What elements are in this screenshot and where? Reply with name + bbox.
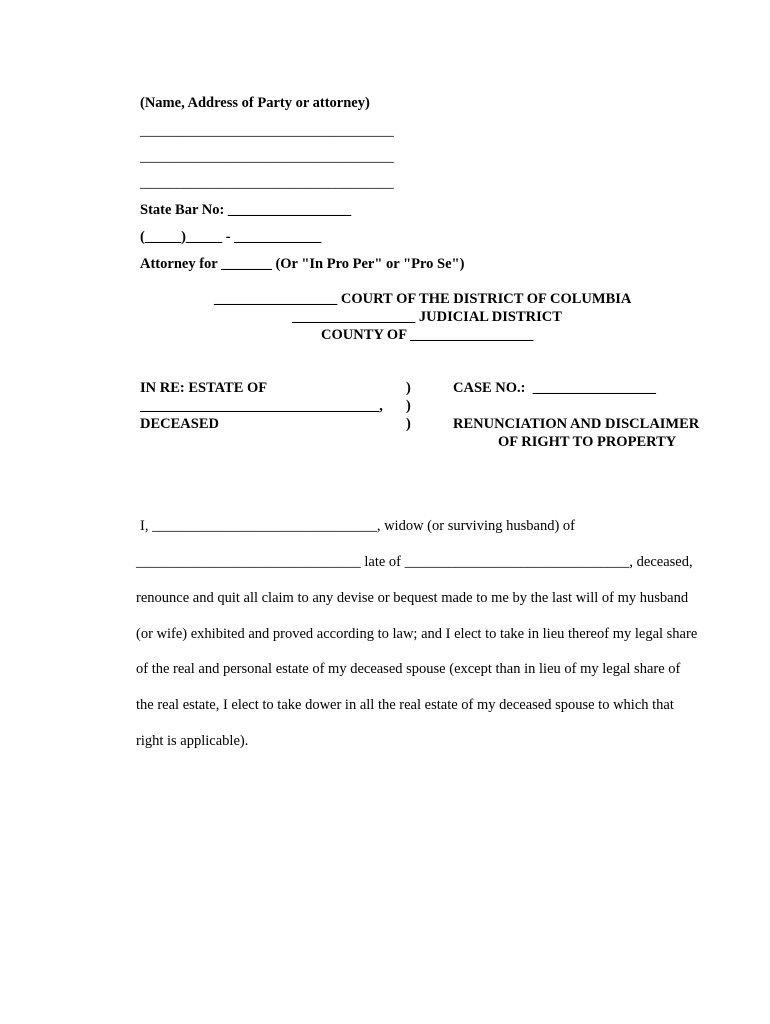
caption-paren-2: ) [406,398,411,414]
decedent-name-blank[interactable]: _________________________________, [140,398,383,414]
attorney-for[interactable]: Attorney for _______ (Or "In Pro Per" or "Pro Se") [140,256,465,272]
court-name-line: _________________ COURT OF THE DISTRICT OF COLUMBIA [214,291,632,307]
deceased-label: DECEASED [140,416,219,432]
address-blank-line-2[interactable]: ___________________________________ [140,149,394,165]
state-bar-number[interactable]: State Bar No: _________________ [140,202,352,218]
in-re-estate-label: IN RE: ESTATE OF [140,380,268,396]
case-number[interactable]: CASE NO.: _________________ [453,380,657,396]
document-title-line-2: OF RIGHT TO PROPERTY [498,434,677,450]
document-title-line-1: RENUNCIATION AND DISCLAIMER [453,416,700,432]
body-line-7: right is applicable). [136,733,249,749]
name-address-label: (Name, Address of Party or attorney) [140,95,370,111]
body-line-4: (or wife) exhibited and proved according to law; and I elect to take in lieu thereof my legal share [136,626,698,642]
body-line-1: I, _______________________________, widow (or surviving husband) of [140,518,575,534]
phone-number[interactable]: (_____)_____ - ____________ [140,229,322,245]
county-line: COUNTY OF _________________ [321,327,534,343]
body-line-3: renounce and quit all claim to any devise or bequest made to me by the last will of my husband [136,590,689,606]
body-line-2: _______________________________ late of _______________________________, deceased, [136,554,693,570]
judicial-district-line: _________________ JUDICIAL DISTRICT [292,309,562,325]
body-line-6: the real estate, I elect to take dower in all the real estate of my deceased spouse to which that [136,697,674,713]
caption-paren-3: ) [406,416,411,432]
address-blank-line-3[interactable]: ___________________________________ [140,175,394,191]
caption-paren-1: ) [406,380,411,396]
body-line-5: of the real and personal estate of my deceased spouse (except than in lieu of my legal share of [136,661,681,677]
address-blank-line-1[interactable]: ___________________________________ [140,123,394,139]
